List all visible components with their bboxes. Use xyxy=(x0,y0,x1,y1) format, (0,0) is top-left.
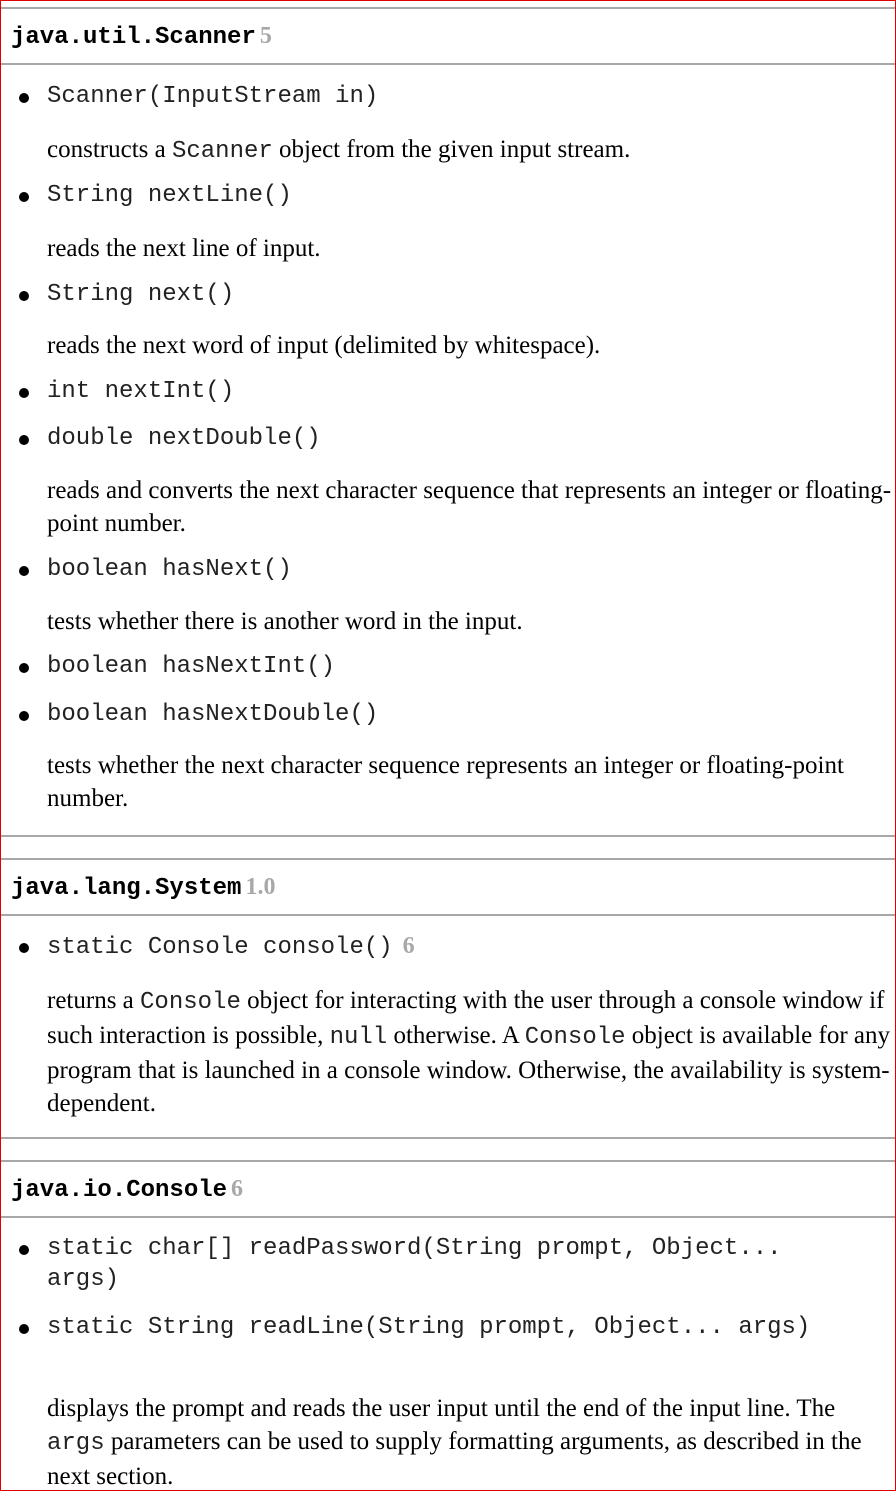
bullet-icon xyxy=(19,711,29,721)
since-version: 1.0 xyxy=(245,874,276,900)
class-name: java.io.Console xyxy=(11,1177,228,1204)
api-header xyxy=(11,21,272,54)
bullet-icon xyxy=(19,663,29,673)
api-box-system xyxy=(1,858,895,1139)
desc-text: object for interacting with the user through a console window if such interaction is possible, xyxy=(47,987,885,1049)
bullet-icon xyxy=(19,435,29,445)
inline-code: Scanner xyxy=(171,138,273,165)
bullet-icon xyxy=(19,566,29,576)
method-signature: boolean hasNextDouble() xyxy=(47,701,379,728)
desc-text: object from the given input stream. xyxy=(272,136,631,163)
bullet-icon xyxy=(19,943,29,953)
header-rule xyxy=(1,914,895,916)
header-rule xyxy=(1,1216,895,1218)
method-signature: String nextLine() xyxy=(47,182,292,209)
bullet-icon xyxy=(19,93,29,103)
box-bottom-rule xyxy=(1,1137,895,1139)
since-version: 5 xyxy=(259,23,272,49)
class-name: java.util.Scanner xyxy=(11,24,256,51)
bullet-icon xyxy=(19,291,29,301)
method-description xyxy=(47,1392,893,1491)
signature-text: static Console console() xyxy=(47,934,393,961)
desc-text: displays the prompt and reads the user input until the end of the input line. The xyxy=(47,1395,836,1422)
class-name: java.lang.System xyxy=(11,875,242,902)
api-box-console xyxy=(1,1160,895,1491)
bullet-icon xyxy=(19,192,29,202)
bullet-icon xyxy=(19,388,29,398)
header-rule xyxy=(1,63,895,65)
method-signature: String next() xyxy=(47,281,235,308)
desc-text: returns a xyxy=(47,987,141,1014)
bullet-icon xyxy=(19,1245,29,1255)
desc-text: object is available for any program that is launched in a console window. Otherwise, the availability is system-dependent. xyxy=(47,1022,891,1117)
api-header xyxy=(11,872,275,905)
method-description: reads the next word of input (delimited by whitespace). xyxy=(47,332,601,359)
bullet-icon xyxy=(19,1324,29,1334)
method-signature: boolean hasNext() xyxy=(47,556,292,583)
inline-code: args xyxy=(47,1430,105,1457)
method-signature: Scanner(InputStream in) xyxy=(47,83,379,110)
box-top-rule xyxy=(1,7,895,9)
since-version: 6 xyxy=(231,1176,244,1202)
method-description: reads and converts the next character sequence that represents an integer or floating-point number. xyxy=(47,477,892,537)
method-description xyxy=(47,984,893,1120)
box-bottom-rule xyxy=(1,835,895,837)
api-box-scanner xyxy=(1,7,895,837)
method-description xyxy=(47,133,893,168)
method-signature: int nextInt() xyxy=(47,378,235,405)
method-signature: static char[] readPassword(String prompt, Object... args) xyxy=(47,1235,796,1293)
desc-text: constructs a xyxy=(47,136,172,163)
method-description: tests whether there is another word in the input. xyxy=(47,608,523,635)
method-description: tests whether the next character sequence represents an integer or floating-point number. xyxy=(47,752,844,812)
inline-code: null xyxy=(329,1024,388,1051)
since-version: 6 xyxy=(402,933,415,959)
method-signature: static String readLine(String prompt, Object... args) xyxy=(47,1314,811,1341)
box-top-rule xyxy=(1,858,895,860)
method-signature: double nextDouble() xyxy=(47,425,321,452)
inline-code: Console xyxy=(524,1024,626,1051)
method-signature xyxy=(47,931,855,963)
inline-code: Console xyxy=(140,989,241,1016)
api-header xyxy=(11,1174,243,1207)
method-description: reads the next line of input. xyxy=(47,235,321,262)
desc-text: parameters can be used to supply formatting arguments, as described in the next section. xyxy=(47,1428,862,1490)
box-top-rule xyxy=(1,1160,895,1162)
desc-text: otherwise. A xyxy=(387,1022,525,1049)
method-signature: boolean hasNextInt() xyxy=(47,653,336,680)
